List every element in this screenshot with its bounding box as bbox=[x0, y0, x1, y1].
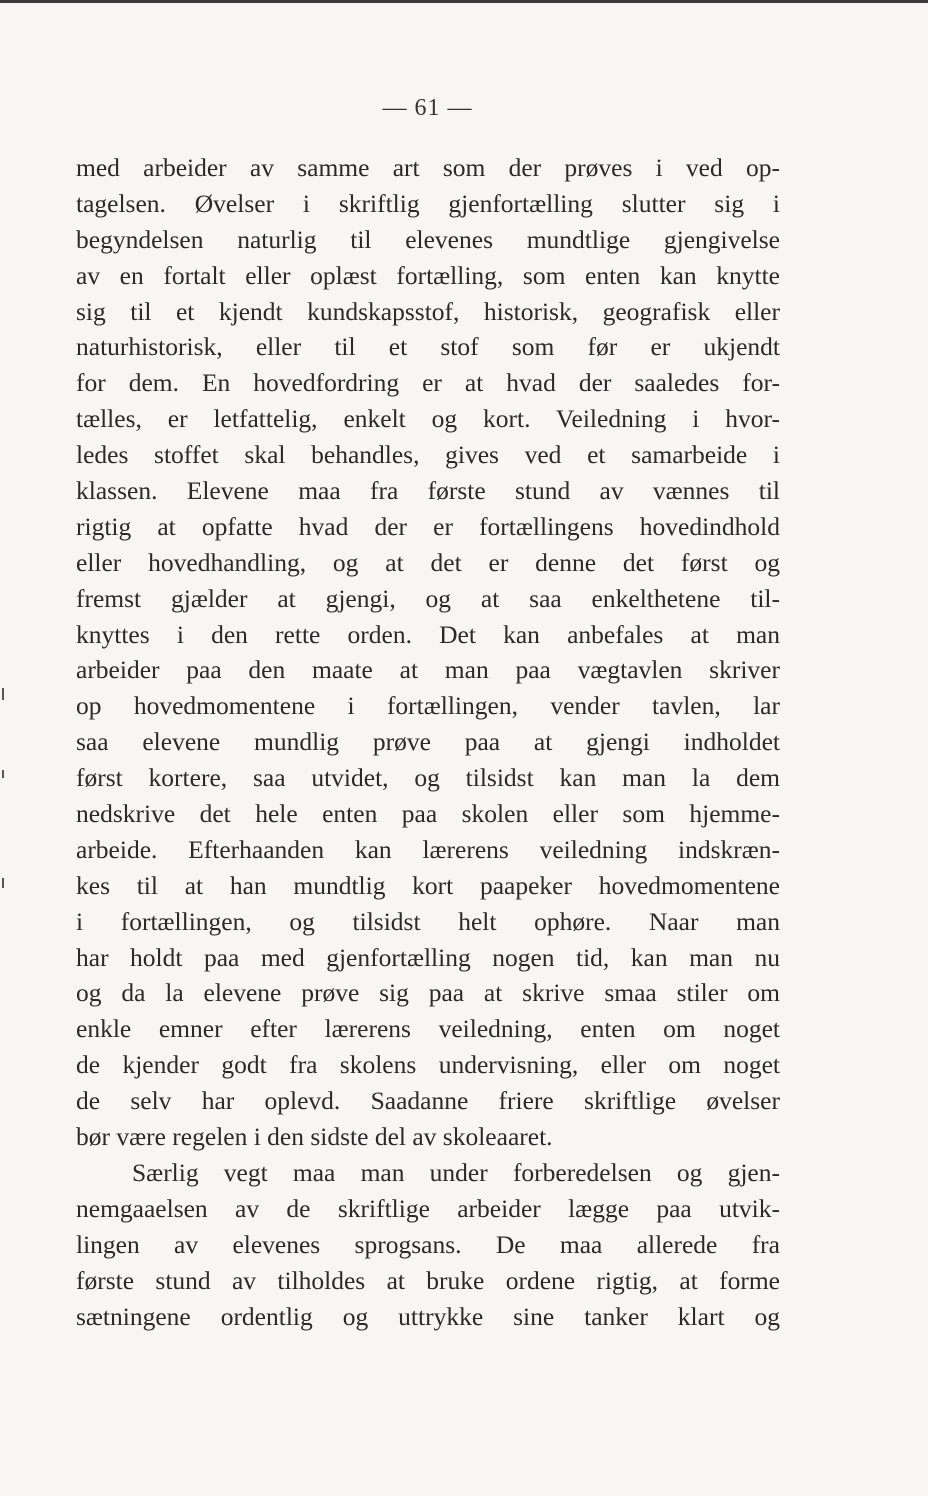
text-line: kes til at han mundtlig kort paapeker hovedmomentene bbox=[76, 870, 780, 900]
text-line: lingen av elevenes sprogsans. De maa allerede fra bbox=[76, 1229, 780, 1259]
text-line: nedskrive det hele enten paa skolen eller som hjemme- bbox=[76, 799, 780, 829]
text-line: ledes stoffet skal behandles, gives ved et samarbeide i bbox=[76, 440, 780, 470]
text-line: i fortællingen, og tilsidst helt ophøre. Naar man bbox=[76, 906, 780, 936]
body-text bbox=[76, 150, 780, 1334]
text-line: arbeide. Efterhaanden kan lærerens veiledning indskræn- bbox=[76, 834, 780, 864]
text-line: rigtig at opfatte hvad der er fortællingens hovedindhold bbox=[76, 511, 780, 541]
text-line: knyttes i den rette orden. Det kan anbefales at man bbox=[76, 619, 780, 649]
text-line: begyndelsen naturlig til elevenes mundtlige gjengivelse bbox=[76, 224, 780, 254]
text-line: for dem. En hovedfordring er at hvad der saaledes for- bbox=[76, 368, 780, 398]
page-top-edge bbox=[0, 0, 928, 3]
text-line: sig til et kjendt kundskapsstof, historisk, geografisk eller bbox=[76, 296, 780, 326]
text-line: nemgaaelsen av de skriftlige arbeider lægge paa utvik- bbox=[76, 1193, 780, 1223]
text-line: de kjender godt fra skolens undervisning, eller om noget bbox=[76, 1050, 780, 1080]
text-line: de selv har oplevd. Saadanne friere skriftlige øvelser bbox=[76, 1086, 780, 1116]
page-number: — 61 — bbox=[382, 95, 473, 121]
text-line: og da la elevene prøve sig paa at skrive smaa stiler om bbox=[76, 978, 780, 1008]
text-line: tælles, er letfattelig, enkelt og kort. Veiledning i hvor- bbox=[76, 404, 780, 434]
text-line: op hovedmomentene i fortællingen, vender tavlen, lar bbox=[76, 691, 780, 721]
text-line: enkle emner efter lærerens veiledning, enten om noget bbox=[76, 1014, 780, 1044]
text-line: sætningene ordentlig og uttrykke sine tanker klart og bbox=[76, 1301, 780, 1331]
text-line: saa elevene mundlig prøve paa at gjengi indholdet bbox=[76, 727, 780, 757]
text-line: først kortere, saa utvidet, og tilsidst kan man la dem bbox=[76, 763, 780, 793]
margin-speck bbox=[2, 878, 4, 888]
text-line: tagelsen. Øvelser i skriftlig gjenfortælling slutter sig i bbox=[76, 188, 780, 218]
margin-speck bbox=[2, 688, 4, 700]
text-line: arbeider paa den maate at man paa vægtavlen skriver bbox=[76, 655, 780, 685]
text-line: eller hovedhandling, og at det er denne det først og bbox=[76, 547, 780, 577]
text-line: har holdt paa med gjenfortælling nogen tid, kan man nu bbox=[76, 942, 780, 972]
text-line: bør være regelen i den sidste del av skoleaaret. bbox=[76, 1122, 553, 1152]
text-line: naturhistorisk, eller til et stof som før er ukjendt bbox=[76, 332, 780, 362]
text-line: med arbeider av samme art som der prøves i ved op- bbox=[76, 153, 780, 182]
text-line: av en fortalt eller oplæst fortælling, som enten kan knytte bbox=[76, 260, 780, 290]
text-line: første stund av tilholdes at bruke ordene rigtig, at forme bbox=[76, 1265, 780, 1295]
margin-speck bbox=[2, 770, 4, 778]
text-line: fremst gjælder at gjengi, og at saa enkelthetene til- bbox=[76, 583, 780, 613]
paragraph-first-line: Særlig vegt maa man under forberedelsen og gjen- bbox=[132, 1157, 780, 1187]
text-line: klassen. Elevene maa fra første stund av vænnes til bbox=[76, 476, 780, 506]
